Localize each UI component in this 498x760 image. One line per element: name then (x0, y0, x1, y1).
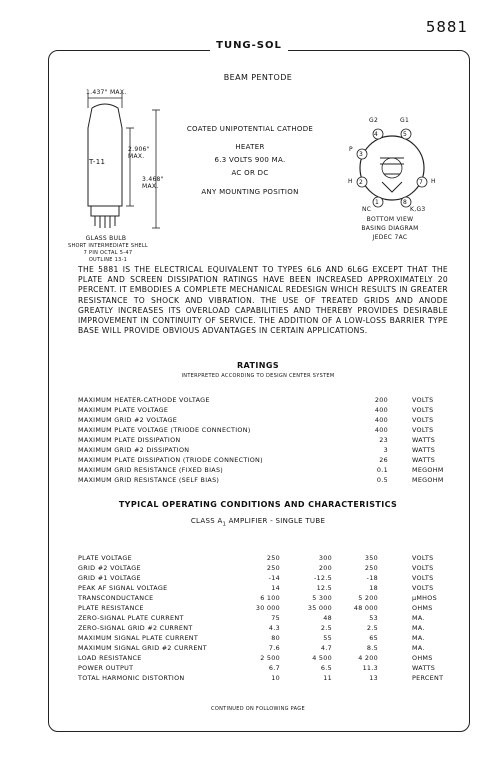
operating-value-1: 6 100 (260, 594, 280, 602)
operating-label: ZERO-SIGNAL PLATE CURRENT (78, 614, 184, 622)
rating-value: 400 (374, 416, 388, 424)
tube-body-label: T-11 (89, 158, 106, 166)
operating-unit: VOLTS (412, 574, 434, 582)
operating-label: GRID #1 VOLTAGE (78, 574, 141, 582)
operating-row (78, 654, 448, 664)
basing-diagram (340, 118, 450, 218)
rating-label: MAXIMUM PLATE VOLTAGE (TRIODE CONNECTION) (78, 426, 251, 434)
operating-value-2: 11 (323, 674, 332, 682)
pin-number-5: 5 (403, 131, 408, 138)
rating-value: 400 (374, 426, 388, 434)
ratings-row (78, 476, 448, 486)
operating-label: POWER OUTPUT (78, 664, 134, 672)
operating-value-3: 5 200 (358, 594, 378, 602)
operating-unit: OHMS (412, 604, 433, 612)
operating-value-3: 65 (369, 634, 378, 642)
rating-unit: MEGOHM (412, 466, 444, 474)
rating-label: MAXIMUM HEATER-CATHODE VOLTAGE (78, 396, 210, 404)
cathode-spec: COATED UNIPOTENTIAL CATHODE (186, 125, 314, 133)
operating-value-1: 7.6 (268, 644, 280, 652)
operating-unit: MA. (412, 614, 425, 622)
pin-label-h-left: H (348, 178, 353, 185)
operating-row (78, 644, 448, 654)
operating-value-3: 250 (364, 564, 378, 572)
operating-value-1: 250 (266, 564, 280, 572)
operating-row (78, 634, 448, 644)
operating-value-2: -12.5 (313, 574, 332, 582)
operating-row (78, 564, 448, 574)
operating-unit: MA. (412, 624, 425, 632)
operating-subtitle-sub: 1 (222, 521, 227, 528)
operating-unit: μMHOS (412, 594, 437, 602)
operating-row (78, 614, 448, 624)
rating-value: 23 (379, 436, 388, 444)
operating-unit: VOLTS (412, 564, 434, 572)
operating-value-1: 4.3 (268, 624, 280, 632)
rating-value: 0.5 (376, 476, 388, 484)
operating-value-3: 350 (364, 554, 378, 562)
operating-label: PEAK AF SIGNAL VOLTAGE (78, 584, 168, 592)
rating-label: MAXIMUM GRID #2 VOLTAGE (78, 416, 178, 424)
operating-value-2: 4.7 (320, 644, 332, 652)
operating-value-2: 48 (323, 614, 332, 622)
ratings-row (78, 436, 448, 446)
operating-subtitle-class: CLASS A (190, 517, 223, 525)
operating-unit: VOLTS (412, 584, 434, 592)
operating-value-1: 10 (271, 674, 280, 682)
operating-value-3: 2.5 (366, 624, 378, 632)
rating-label: MAXIMUM PLATE DISSIPATION (78, 436, 181, 444)
rating-label: MAXIMUM GRID RESISTANCE (FIXED BIAS) (78, 466, 224, 474)
operating-value-1: 30 000 (255, 604, 280, 612)
rating-unit: VOLTS (412, 426, 434, 434)
operating-value-1: 6.7 (268, 664, 280, 672)
rating-value: 400 (374, 406, 388, 414)
operating-value-3: 48 000 (353, 604, 378, 612)
operating-value-1: -14 (268, 574, 280, 582)
operating-subtitle (48, 517, 468, 527)
operating-value-2: 55 (323, 634, 332, 642)
rating-unit: MEGOHM (412, 476, 444, 484)
brand-text: TUNG-SOL (210, 40, 288, 51)
rating-unit: VOLTS (412, 406, 434, 414)
operating-value-2: 300 (318, 554, 332, 562)
operating-value-3: 8.5 (366, 644, 378, 652)
operating-value-2: 4 500 (312, 654, 332, 662)
pin-number-4: 4 (374, 131, 379, 138)
operating-value-1: 14 (271, 584, 280, 592)
pin-number-8: 8 (403, 199, 408, 206)
rating-value: 26 (379, 456, 388, 464)
ratings-row (78, 416, 448, 426)
operating-title: TYPICAL OPERATING CONDITIONS AND CHARACTERISTICS (118, 500, 398, 509)
supply-spec: AC OR DC (231, 169, 269, 177)
ratings-row (78, 446, 448, 456)
rating-value: 200 (374, 396, 388, 404)
rating-label: MAXIMUM PLATE VOLTAGE (78, 406, 169, 414)
ratings-row (78, 426, 448, 436)
operating-value-3: 18 (369, 584, 378, 592)
operating-label: MAXIMUM SIGNAL PLATE CURRENT (78, 634, 199, 642)
dim-height-label: 3.468" MAX. (142, 176, 164, 190)
mounting-spec: ANY MOUNTING POSITION (201, 188, 299, 196)
rating-value: 3 (383, 446, 388, 454)
operating-unit: WATTS (412, 664, 436, 672)
pin-number-1: 1 (375, 199, 380, 206)
operating-value-3: 4 200 (358, 654, 378, 662)
operating-label: PLATE VOLTAGE (78, 554, 132, 562)
heater-value: 6.3 VOLTS 900 MA. (214, 156, 286, 164)
operating-unit: OHMS (412, 654, 433, 662)
footer-continued: CONTINUED ON FOLLOWING PAGE (211, 706, 305, 712)
basing-caption-1: BOTTOM VIEW (366, 216, 414, 223)
operating-value-2: 6.5 (320, 664, 332, 672)
pin-label-nc: NC (362, 206, 372, 213)
operating-row (78, 664, 448, 674)
operating-label: GRID #2 VOLTAGE (78, 564, 141, 572)
pin-label-p: P (349, 146, 353, 153)
operating-subtitle-rest: AMPLIFIER - SINGLE TUBE (226, 517, 326, 525)
basing-caption-3: JEDEC 7AC (372, 234, 408, 241)
ratings-row (78, 406, 448, 416)
operating-value-1: 80 (271, 634, 280, 642)
ratings-row (78, 396, 448, 406)
operating-value-1: 250 (266, 554, 280, 562)
operating-label: TOTAL HARMONIC DISTORTION (78, 674, 185, 682)
basing-caption-2: BASING DIAGRAM (361, 225, 419, 232)
operating-unit: MA. (412, 634, 425, 642)
operating-row (78, 624, 448, 634)
operating-unit: MA. (412, 644, 425, 652)
operating-label: MAXIMUM SIGNAL GRID #2 CURRENT (78, 644, 207, 652)
operating-value-3: -18 (366, 574, 378, 582)
rating-unit: WATTS (412, 436, 436, 444)
bulb-caption-3: 7 PIN OCTAL 5-47 (83, 250, 133, 256)
tube-type-title: BEAM PENTODE (223, 73, 293, 82)
operating-value-2: 5 300 (312, 594, 332, 602)
pin-number-3: 3 (359, 151, 364, 158)
rating-label: MAXIMUM GRID RESISTANCE (SELF BIAS) (78, 476, 220, 484)
operating-value-2: 35 000 (307, 604, 332, 612)
operating-value-3: 53 (369, 614, 378, 622)
ratings-row (78, 466, 448, 476)
dim-width-label: 1.437" MAX. (86, 89, 127, 96)
operating-value-2: 12.5 (316, 584, 332, 592)
operating-label: PLATE RESISTANCE (78, 604, 144, 612)
brand-logo (0, 40, 498, 51)
heater-label: HEATER (235, 143, 265, 151)
operating-row (78, 674, 448, 684)
pin-number-7: 7 (419, 179, 424, 186)
rating-label: MAXIMUM PLATE DISSIPATION (TRIODE CONNECTION) (78, 456, 263, 464)
operating-label: ZERO-SIGNAL GRID #2 CURRENT (78, 624, 193, 632)
description-paragraph: THE 5881 IS THE ELECTRICAL EQUIVALENT TO TYPES 6L6 AND 6L6G EXCEPT THAT THE PLATE AND SCREEN DISSIPATION RATINGS HAVE BEEN INCREASED APPROXIMATELY 20 PERCENT. IT EMBODIES A COMPLETE MECHANICAL REDESIGN WHICH RESULTS IN GREATER RESISTANCE TO SHOCK AND VIBRATION. THE USE OF TREATED GRIDS AND ANODE GREATLY INCREASES ITS OVERLOAD CAPABILITIES AND THEREBY PROVIDES DESIRABLE IMPROVEMENT IN CONTINUITY OF SERVICE. THE ADDITION OF A LOW-LOSS BARRIER TYPE BASE WILL PROVIDE OBVIOUS ADVANTAGES IN CERTAIN APPLICATIONS. (78, 265, 448, 336)
ratings-title: RATINGS (237, 361, 279, 370)
dim-body-label: 2.906" MAX. (128, 146, 150, 160)
operating-value-1: 2 500 (260, 654, 280, 662)
operating-label: TRANSCONDUCTANCE (78, 594, 154, 602)
pin-label-g1: G1 (400, 117, 410, 124)
operating-value-2: 2.5 (320, 624, 332, 632)
tube-outline-drawing (70, 88, 180, 238)
operating-unit: PERCENT (412, 674, 444, 682)
rating-value: 0.1 (376, 466, 388, 474)
pin-number-2: 2 (359, 179, 364, 186)
operating-value-2: 200 (318, 564, 332, 572)
rating-unit: WATTS (412, 456, 436, 464)
pin-label-g2: G2 (369, 117, 379, 124)
operating-row (78, 584, 448, 594)
operating-row (78, 594, 448, 604)
rating-unit: WATTS (412, 446, 436, 454)
operating-row (78, 554, 448, 564)
rating-unit: VOLTS (412, 396, 434, 404)
rating-label: MAXIMUM GRID #2 DISSIPATION (78, 446, 190, 454)
bulb-caption-4: OUTLINE 13-1 (88, 257, 128, 263)
ratings-row (78, 456, 448, 466)
operating-row (78, 604, 448, 614)
pin-label-h-right: H (431, 178, 436, 185)
pin-label-kg3: K,G3 (410, 206, 426, 213)
operating-label: LOAD RESISTANCE (78, 654, 142, 662)
rating-unit: VOLTS (412, 416, 434, 424)
operating-row (78, 574, 448, 584)
operating-value-3: 13 (369, 674, 378, 682)
bulb-caption-1: GLASS BULB (85, 235, 127, 242)
page-number: 5881 (425, 18, 468, 36)
operating-unit: VOLTS (412, 554, 434, 562)
ratings-subtitle: INTERPRETED ACCORDING TO DESIGN CENTER SYSTEM (181, 373, 335, 379)
operating-value-1: 75 (271, 614, 280, 622)
bulb-caption-2: SHORT INTERMEDIATE SHELL (67, 243, 149, 249)
operating-value-3: 11.3 (362, 664, 378, 672)
